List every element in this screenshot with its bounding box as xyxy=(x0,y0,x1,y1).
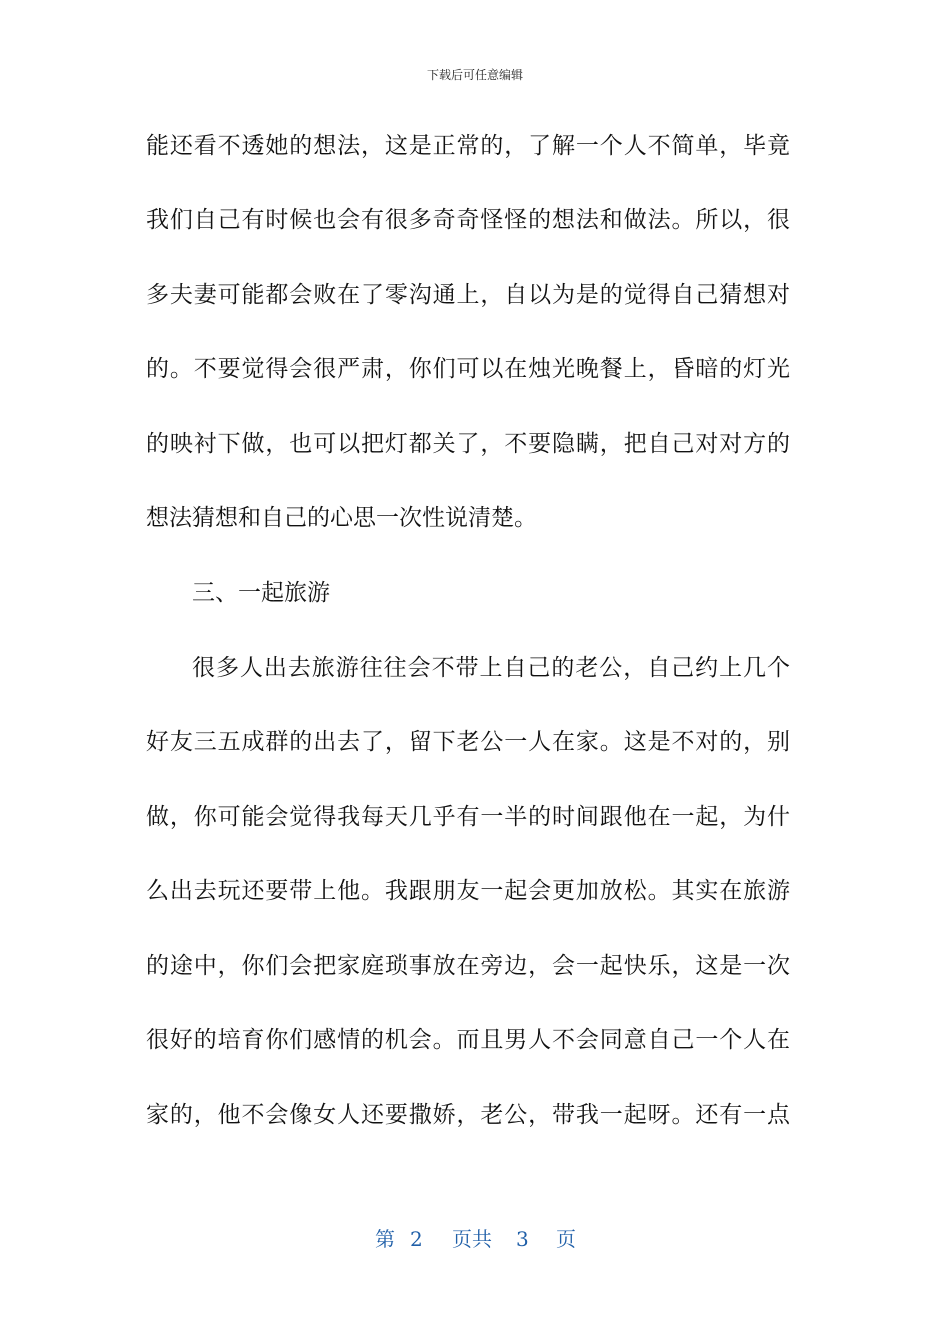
body-line: 多夫妻可能都会败在了零沟通上，自以为是的觉得自己猜想对 xyxy=(146,282,790,308)
body-line: 家的，他不会像女人还要撒娇，老公，带我一起呀。还有一点 xyxy=(146,1102,790,1128)
footer-page-mid: 页共 xyxy=(452,1227,492,1251)
section-heading: 三、一起旅游 xyxy=(192,580,330,606)
body-line: 想法猜想和自己的心思一次性说清楚。 xyxy=(146,505,537,531)
body-line: 好友三五成群的出去了，留下老公一人在家。这是不对的，别 xyxy=(146,729,790,755)
body-line: 么出去玩还要带上他。我跟朋友一起会更加放松。其实在旅游 xyxy=(146,878,790,904)
body-line: 做，你可能会觉得我每天几乎有一半的时间跟他在一起，为什 xyxy=(146,804,790,830)
body-line: 很多人出去旅游往往会不带上自己的老公，自己约上几个 xyxy=(192,655,790,681)
footer-page-total: 3 xyxy=(516,1227,529,1251)
footer-page-prefix: 第 xyxy=(375,1227,395,1251)
body-line: 很好的培育你们感情的机会。而且男人不会同意自己一个人在 xyxy=(146,1027,790,1053)
body-line: 的。不要觉得会很严肃，你们可以在烛光晚餐上，昏暗的灯光 xyxy=(146,356,790,382)
footer-page-number: 2 xyxy=(410,1227,423,1251)
body-line: 的映衬下做，也可以把灯都关了，不要隐瞒，把自己对对方的 xyxy=(146,431,790,457)
body-line: 能还看不透她的想法，这是正常的，了解一个人不简单，毕竟 xyxy=(146,133,790,159)
footer-page-suffix: 页 xyxy=(556,1227,576,1251)
header-edit-note: 下载后可任意编辑 xyxy=(426,68,523,82)
body-line: 的途中，你们会把家庭琐事放在旁边，会一起快乐，这是一次 xyxy=(146,953,790,979)
page-footer xyxy=(0,1226,950,1252)
body-line: 我们自己有时候也会有很多奇奇怪怪的想法和做法。所以，很 xyxy=(146,207,790,233)
